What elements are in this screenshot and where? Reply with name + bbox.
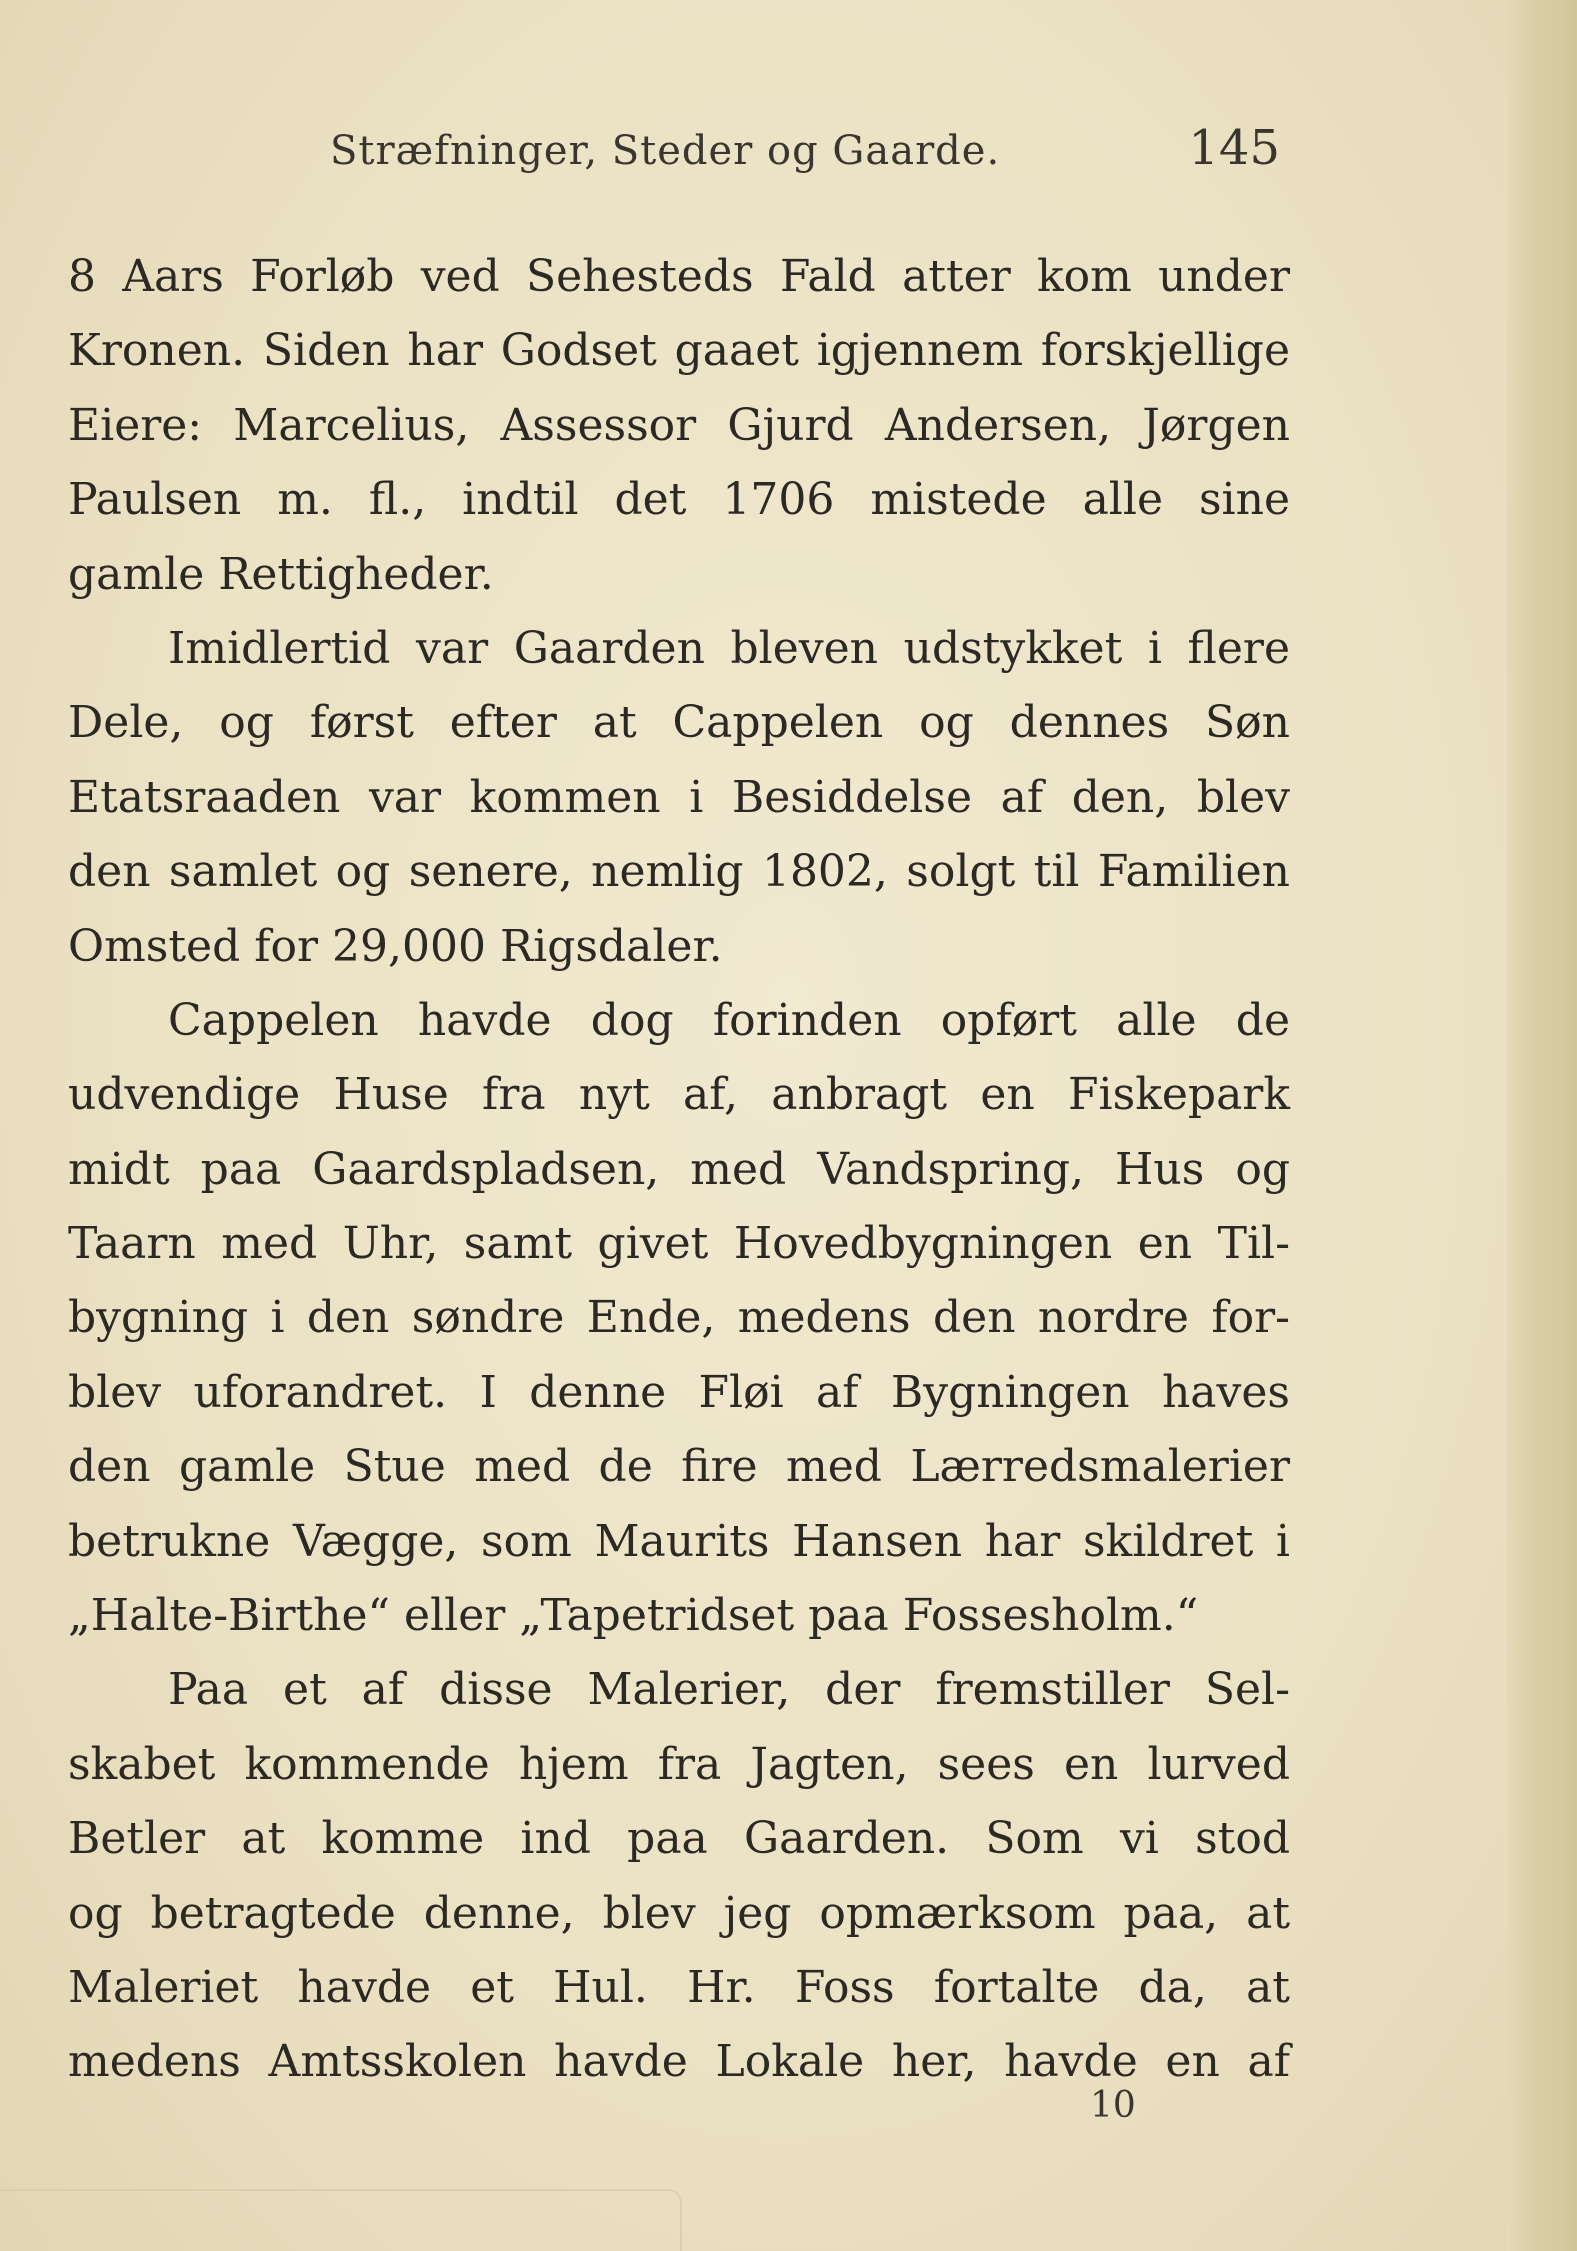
page-fold-mark [0,2189,682,2251]
text-line: medens Amtsskolen havde Lokale her, havde en af [68,2036,1290,2088]
text-line: Paa et af disse Malerier, der fremstiller Sel- [168,1664,1290,1716]
text-line: 8 Aars Forløb ved Sehesteds Fald atter kom under [68,251,1290,302]
text-line: Imidlertid var Gaarden bleven udstykket i flere [168,622,1290,674]
page-number: 145 [1188,120,1280,176]
text-line: Kronen. Siden har Godset gaaet igjennem forskjellige [68,325,1290,377]
text-line: Cappelen havde dog forinden opført alle de [168,994,1290,1046]
text-line: Maleriet havde et Hul. Hr. Foss fortalte da, at [68,1961,1290,2013]
text-line: Taarn med Uhr, samt givet Hovedbygningen en Til- [68,1218,1290,1270]
text-line: bygning i den søndre Ende, medens den nordre for- [68,1292,1290,1344]
text-line: betrukne Vægge, som Maurits Hansen har skildret i [68,1515,1290,1567]
text-line: „Halte-Birthe“ eller „Tapetridset paa Fossesholm.“ [68,1590,1199,1642]
text-line: og betragtede denne, blev jeg opmærksom paa, at [68,1887,1290,1939]
text-line: Etatsraaden var kommen i Besiddelse af den, blev [68,771,1290,823]
text-line: den gamle Stue med de fire med Lærredsmalerier [68,1441,1290,1493]
text-line: den samlet og senere, nemlig 1802, solgt til Familien [68,846,1290,898]
text-line: Omsted for 29,000 Rigsdaler. [68,920,723,972]
text-line: Betler at komme ind paa Gaarden. Som vi stod [68,1813,1290,1865]
text-line: skabet kommende hjem fra Jagten, sees en lurved [68,1738,1290,1790]
running-title: Stræfninger, Steder og Gaarde. [330,128,1001,174]
text-line: Eiere: Marcelius, Assessor Gjurd Andersen, Jørgen [68,399,1290,451]
text-line: udvendige Huse fra nyt af, anbragt en Fiskepark [68,1069,1290,1121]
signature-mark: 10 [1090,2085,1136,2126]
page-edge-shadow [1507,0,1577,2251]
running-head [330,120,1280,190]
text-line: gamle Rettigheder. [68,548,494,600]
text-line: Paulsen m. fl., indtil det 1706 mistede alle sine [68,474,1290,526]
body-text [68,240,1290,2100]
text-line: midt paa Gaardspladsen, med Vandspring, Hus og [68,1143,1290,1195]
text-line: blev uforandret. I denne Fløi af Bygningen haves [68,1366,1290,1418]
text-line: Dele, og først efter at Cappelen og dennes Søn [68,697,1290,749]
